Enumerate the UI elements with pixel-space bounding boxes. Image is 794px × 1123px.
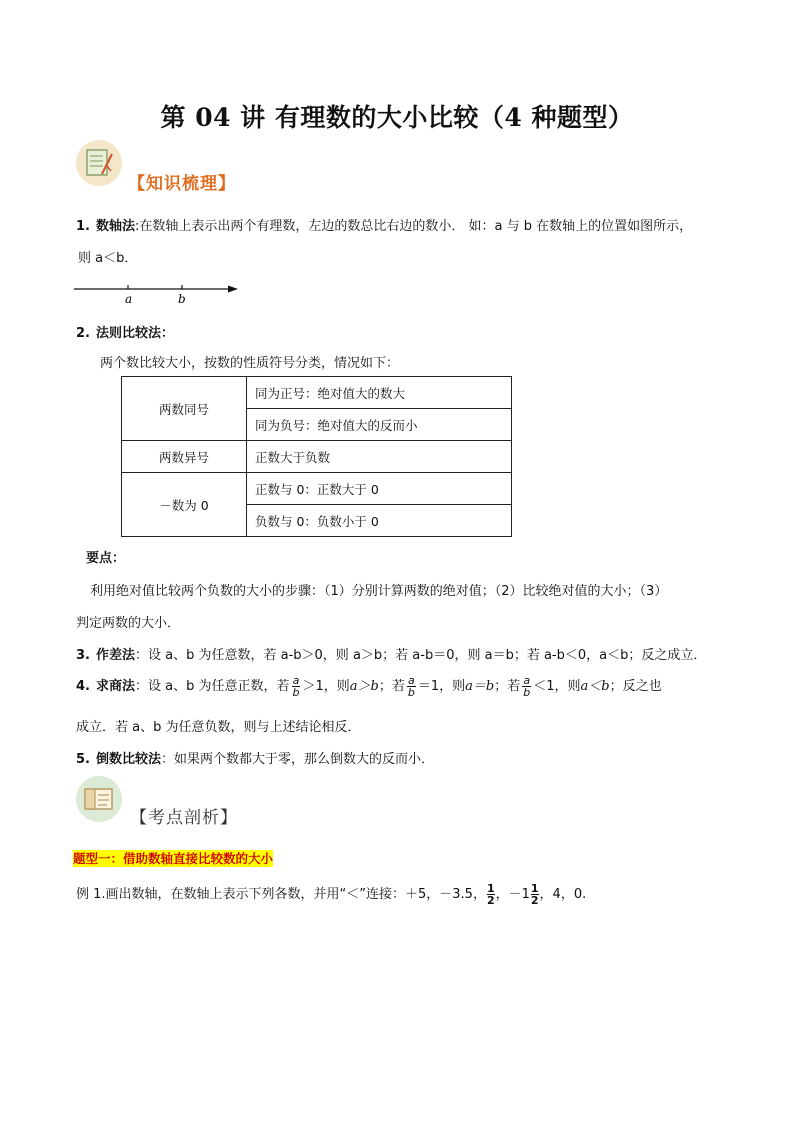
item-2-intro: 两个数比较大小，按数的性质符号分类，情况如下： — [100, 356, 400, 371]
example-text: ，－1 — [495, 887, 530, 902]
item-4 — [76, 672, 662, 702]
fraction-a-over-b: $\frac{a}{b}$ — [292, 674, 300, 699]
item-text: ＜1，则 — [533, 679, 581, 694]
item-text: :在数轴上表示出两个有理数，左边的数总比右边的数小． 如：a 与 b 在数轴上的位置如图所示， — [135, 219, 693, 234]
item-3 — [76, 644, 706, 663]
example-1 — [76, 878, 586, 912]
item-2 — [76, 322, 174, 341]
comparison-table — [121, 376, 512, 537]
table-cell-case: 正数与 0：正数大于 0 — [247, 473, 512, 505]
page-title: 第 04 讲 有理数的大小比较（4 种题型） — [160, 103, 634, 132]
item-1-conclusion: 则 a＜b． — [78, 251, 138, 266]
item-text: ：设 a、b 为任意正数，若 — [135, 679, 290, 694]
item-number: 1. — [76, 219, 90, 234]
item-text: ＝1，则 — [417, 679, 466, 694]
item-text: ；反之也 — [609, 679, 662, 694]
item-label: 作差法 — [96, 648, 136, 663]
item-label: 倒数比较法 — [96, 752, 162, 767]
question-type-text: 题型一：借助数轴直接比较数的大小 — [73, 851, 274, 866]
key-points-text-1: 利用绝对值比较两个负数的大小的步骤：（1）分别计算两数的绝对值；（2）比较绝对值的大小；（3） — [90, 584, 668, 599]
item-number: 4. — [76, 679, 90, 694]
folder-icon — [76, 776, 122, 822]
item-math: a＞b — [349, 679, 379, 694]
example-text: ，4，0. — [539, 887, 587, 902]
key-points-label: 要点： — [86, 551, 126, 566]
fraction-one-half: $\frac{1}{2}$ — [486, 882, 495, 907]
item-math: a＝b — [465, 679, 495, 694]
item-label: 求商法 — [96, 679, 136, 694]
item-number: 3. — [76, 648, 90, 663]
fraction-a-over-b: $\frac{a}{b}$ — [523, 674, 531, 699]
number-line — [70, 280, 250, 306]
question-type-label — [73, 849, 273, 867]
table-cell-case: 同为正号：绝对值大的数大 — [247, 377, 512, 409]
table-cell-case: 负数与 0：负数小于 0 — [247, 505, 512, 537]
item-number: 2. — [76, 326, 90, 341]
item-label: 法则比较法： — [96, 326, 175, 341]
item-text: ；若 — [378, 679, 405, 694]
table-cell-category: －数为 0 — [122, 473, 247, 537]
notebook-icon — [76, 140, 122, 186]
fraction-one-half: $\frac{1}{2}$ — [530, 882, 539, 907]
item-text: ＞1，则 — [302, 679, 350, 694]
item-1 — [76, 215, 692, 234]
table-cell-case: 正数大于负数 — [247, 441, 512, 473]
item-text: ：设 a、b 为任意数，若 a-b＞0，则 a＞b；若 a-b＝0，则 a＝b；若 a-b＜0，a＜b；反之成立． — [135, 648, 707, 663]
item-5 — [76, 748, 434, 767]
item-label: 数轴法 — [96, 219, 136, 234]
table-cell-category: 两数同号 — [122, 377, 247, 441]
section-heading-knowledge: 【知识梳理】 — [128, 174, 236, 194]
item-4-line-2: 成立．若 a、b 为任意负数，则与上述结论相反． — [76, 720, 361, 735]
key-points-text-2: 判定两数的大小． — [76, 616, 181, 631]
example-text: 例 1.画出数轴，在数轴上表示下列各数，并用“＜”连接：＋5，－3.5， — [76, 887, 486, 902]
label-a: a — [125, 292, 133, 306]
item-math: a＜b — [580, 679, 610, 694]
section-heading-analysis: 【考点剖析】 — [130, 808, 238, 828]
table-cell-category: 两数异号 — [122, 441, 247, 473]
item-number: 5. — [76, 752, 90, 767]
fraction-a-over-b: $\frac{a}{b}$ — [407, 674, 415, 699]
number-line-arrow — [228, 286, 238, 293]
table-cell-case: 同为负号：绝对值大的反而小 — [247, 409, 512, 441]
item-text: ；若 — [494, 679, 521, 694]
label-b: b — [178, 292, 186, 306]
item-text: ：如果两个数都大于零，那么倒数大的反而小． — [161, 752, 435, 767]
